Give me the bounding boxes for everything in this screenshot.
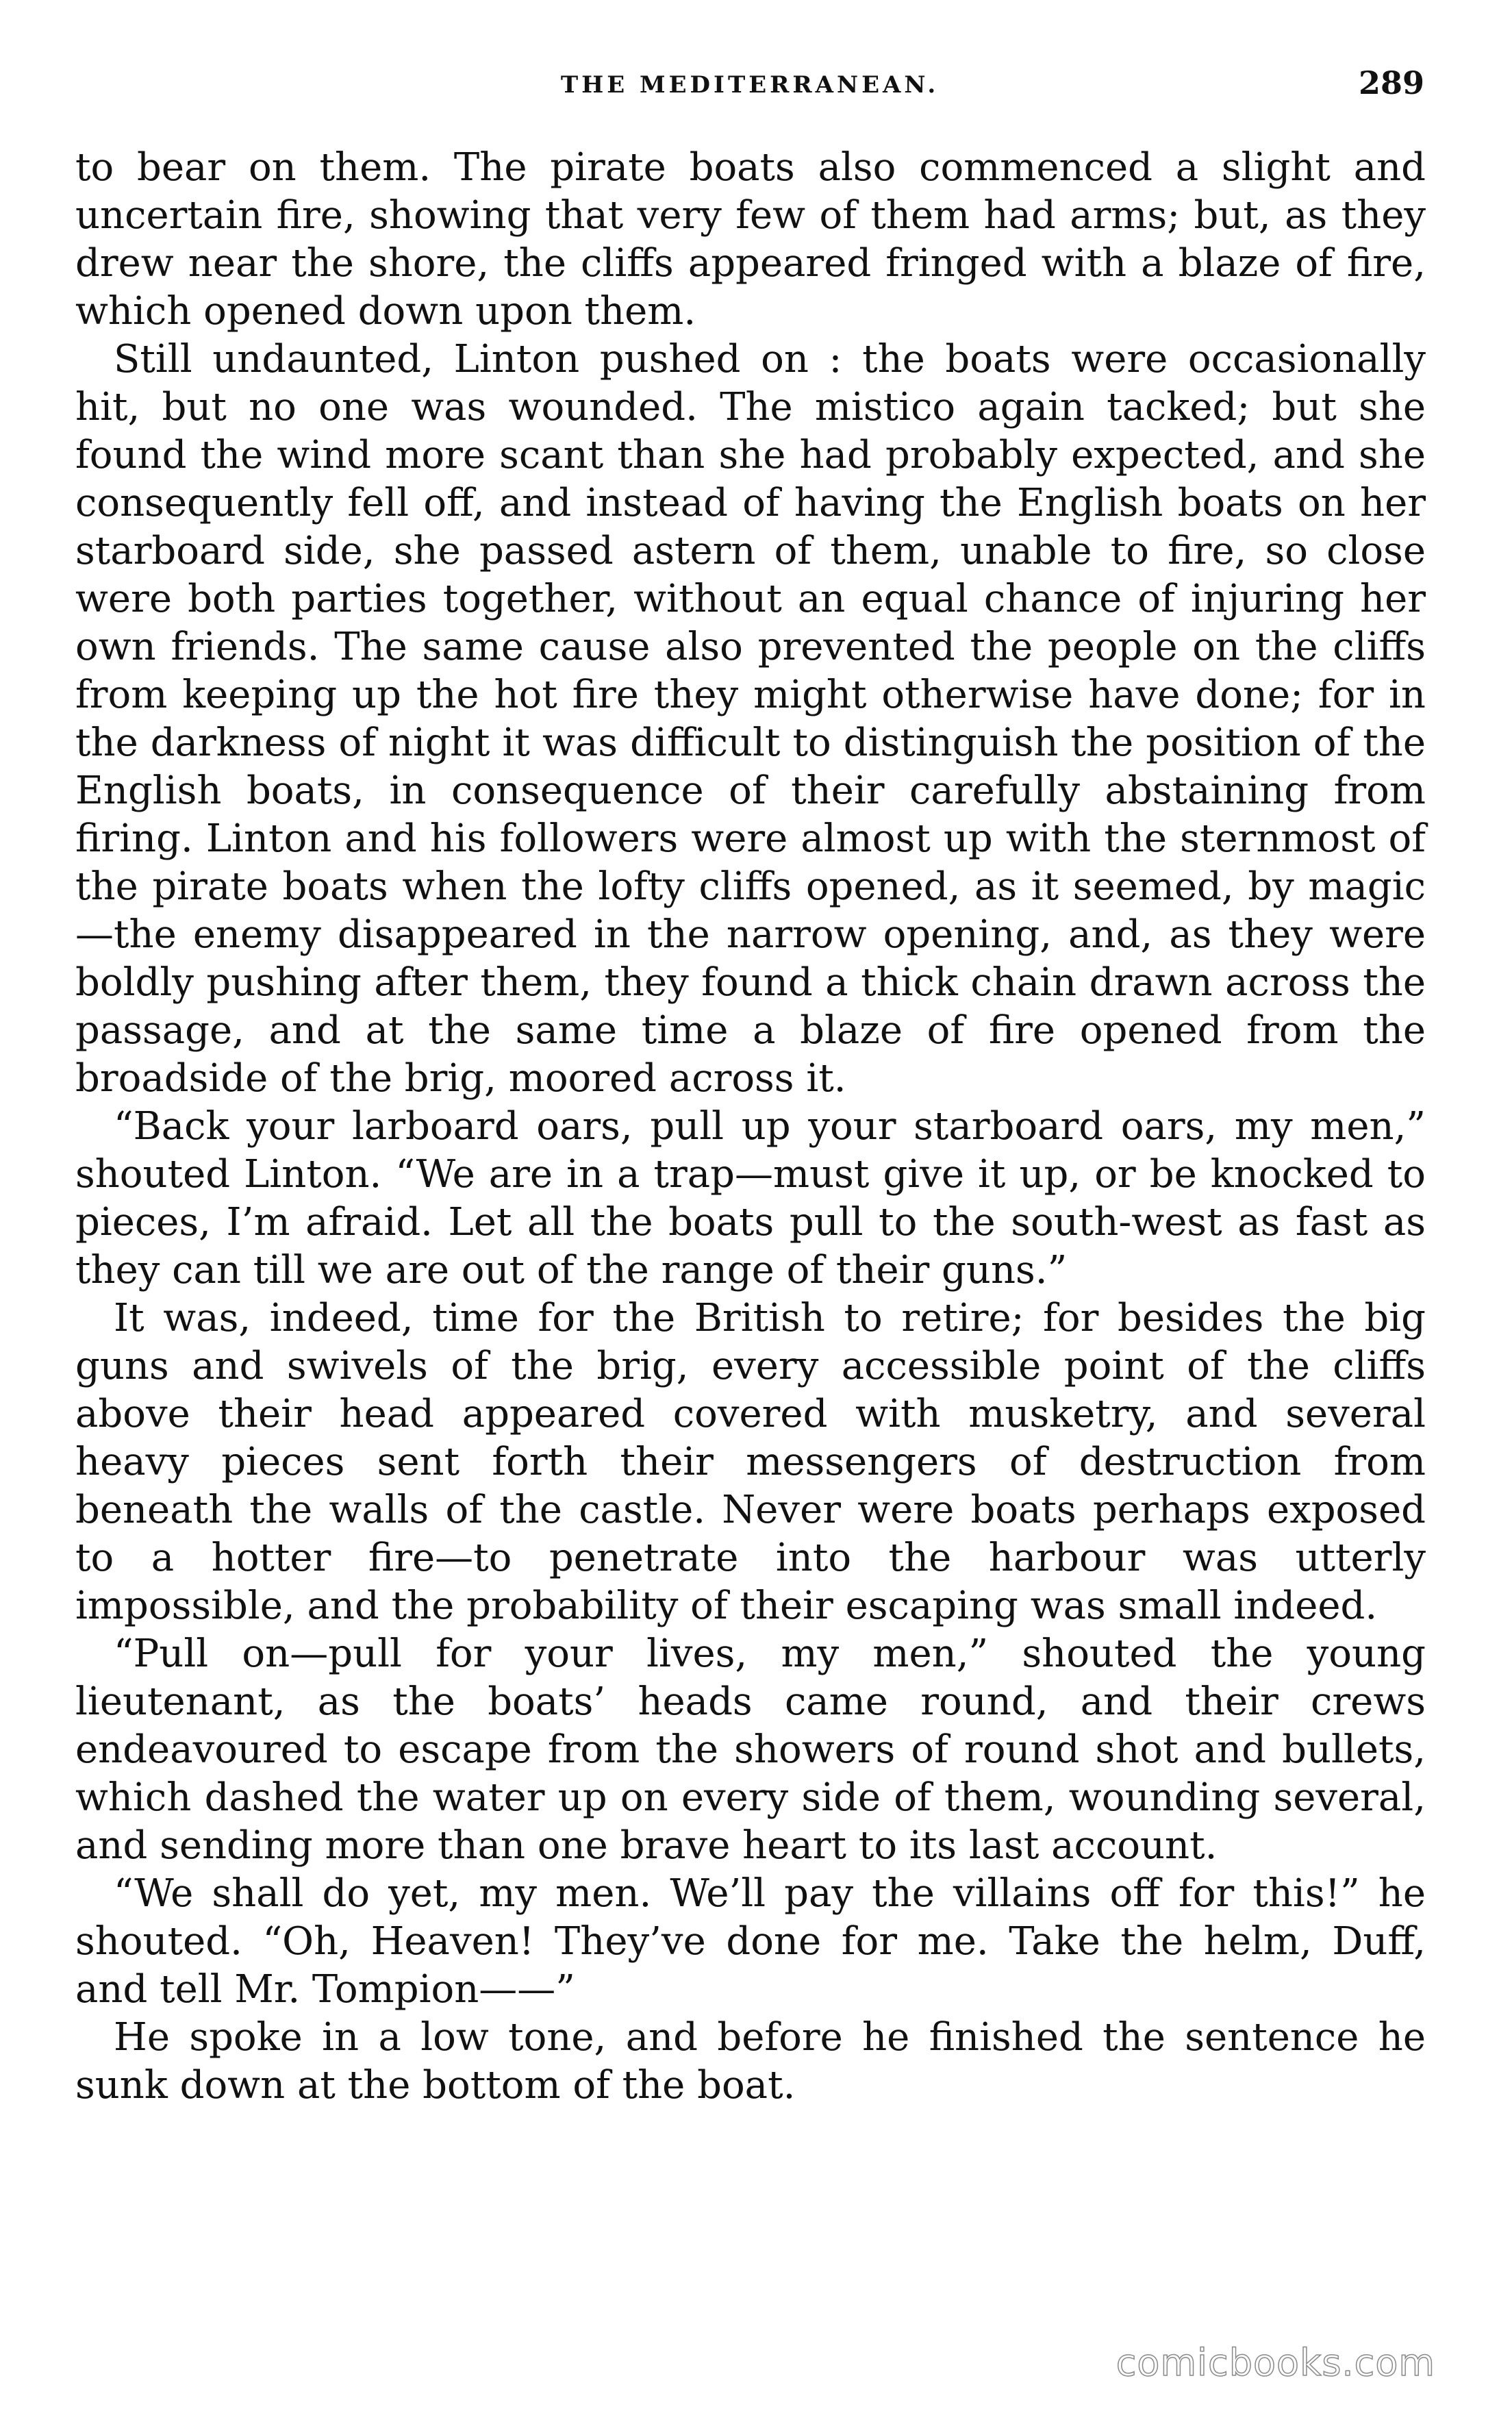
page-number: 289 xyxy=(1358,64,1424,101)
paragraph: to bear on them. The pirate boats also commenced a slight and uncertain fire, showing that very few of them had arms; but, as they drew near the shore, the cliffs appeared fringed with a blaze of fire, which opened down upon them. xyxy=(75,145,1426,334)
paragraph: “Back your larboard oars, pull up your starboard oars, my men,” shouted Linton. “We are in a trap—must give it up, or be knocked to pieces, I’m afraid. Let all the boats pull to the south-west as fast as they can till we are out of the range of their guns.” xyxy=(75,1104,1426,1292)
watermark: comicbooks.com xyxy=(1116,2341,1435,2384)
running-head xyxy=(75,64,1424,119)
paragraph: “Pull on—pull for your lives, my men,” shouted the young lieutenant, as the boats’ heads came round, and their crews endeavoured to escape from the showers of round shot and bullets, which dashed the water up on every side of them, wounding several, and sending more than one brave heart to its last account. xyxy=(75,1632,1426,1868)
paragraph: It was, indeed, time for the British to retire; for besides the big guns and swivels of the brig, every accessible point of the cliffs above their head appeared covered with musketry, and several heavy pieces sent forth their messengers of destruction from beneath the walls of the castle. Never were boats perhaps exposed to a hotter fire—to penetrate into the harbour was utterly impossible, and the probability of their escaping was small indeed. xyxy=(75,1296,1426,1628)
running-title: THE MEDITERRANEAN. xyxy=(560,71,940,99)
paragraph: “We shall do yet, my men. We’ll pay the villains off for this!” he shouted. “Oh, Heaven! They’ve done for me. Take the helm, Duff, and tell Mr. Tompion——” xyxy=(75,1871,1426,2012)
body-text xyxy=(75,144,1426,2110)
paragraph: He spoke in a low tone, and before he finished the sentence he sunk down at the bottom of the boat. xyxy=(75,2015,1426,2108)
paragraph: Still undaunted, Linton pushed on : the boats were occasionally hit, but no one was wounded. The mistico again tacked; but she found the wind more scant than she had probably expected, and she consequently fell off, and instead of having the English boats on her starboard side, she passed astern of them, unable to fire, so close were both parties together, without an equal chance of injuring her own friends. The same cause also prevented the people on the cliffs from keeping up the hot fire they might otherwise have done; for in the darkness of night it was difficult to distinguish the position of the English boats, in consequence of their carefully abstaining from firing. Linton and his followers were almost up with the sternmost of the pirate boats when the lofty cliffs opened, as it seemed, by magic —the enemy disappeared in the narrow opening, and, as they were boldly pushing after them, they found a thick chain drawn across the passage, and at the same time a blaze of fire opened from the broadside of the brig, moored across it. xyxy=(75,337,1426,1101)
